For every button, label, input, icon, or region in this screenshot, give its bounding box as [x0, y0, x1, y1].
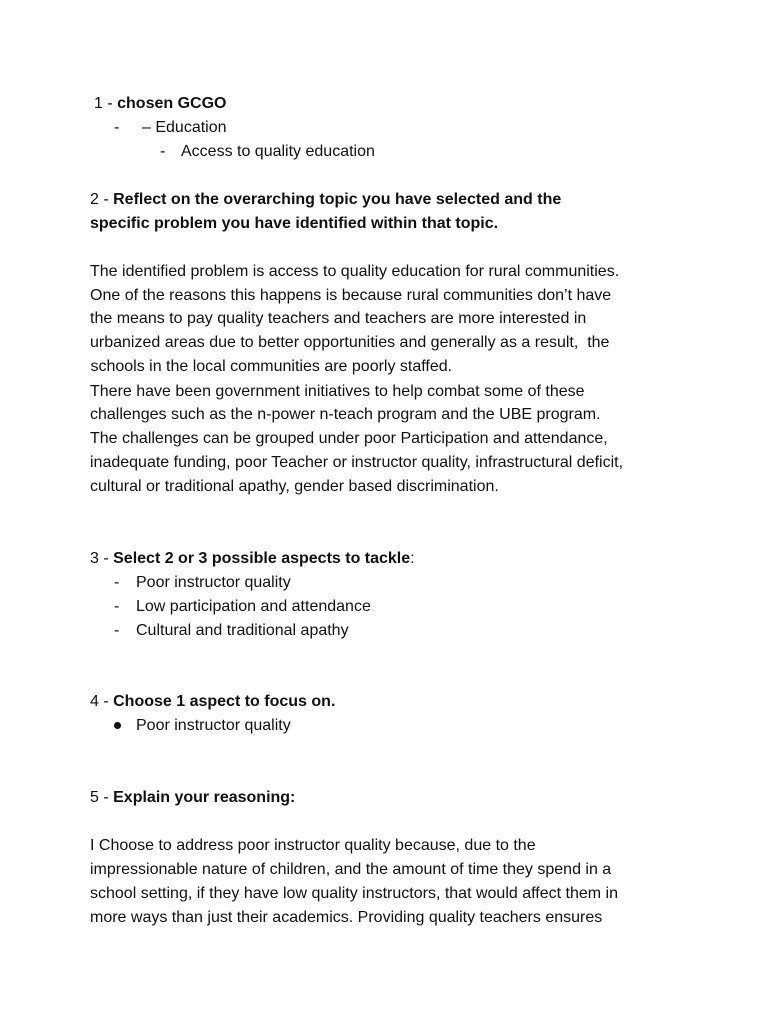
section-2-body-line: The challenges can be grouped under poor Participation and attendance, [90, 430, 608, 447]
section-2-body-line: There have been government initiatives to help combat some of these [90, 383, 585, 400]
section-5-body-line: more ways than just their academics. Providing quality teachers ensures [90, 909, 603, 926]
section-4-heading [90, 690, 335, 714]
section-1-subsub-item: Access to quality education [181, 143, 375, 160]
section-4-number: 4 - [90, 693, 114, 710]
section-2-body-line: One of the reasons this happens is because rural communities don’t have [90, 287, 612, 304]
section-2-number: 2 - [90, 191, 114, 208]
section-5-number: 5 - [90, 789, 114, 806]
section-4-title: Choose 1 aspect to focus on. [113, 693, 336, 710]
list-item: Poor instructor quality [136, 574, 291, 591]
section-2-body-line: cultural or traditional apathy, gender based discrimination. [90, 478, 499, 495]
section-5-body-line: impressionable nature of children, and the amount of time they spend in a [90, 861, 612, 878]
section-1-heading [94, 92, 226, 116]
section-2-body-line: The identified problem is access to quality education for rural communities. [90, 263, 620, 280]
section-2-title-part-1: Reflect on the overarching topic you have selected and the [113, 191, 562, 208]
section-1-sub-dash: - [114, 119, 120, 136]
section-2-heading-line-1 [90, 188, 561, 212]
section-3-colon: : [410, 550, 415, 567]
section-2-body-line: schools in the local communities are poorly staffed. [86, 358, 453, 375]
section-2-body-line: urbanized areas due to better opportunities and generally as a result, the [90, 334, 610, 351]
bullet-icon [114, 722, 121, 729]
section-5-body-line: school setting, if they have low quality instructors, that would affect them in [90, 885, 618, 902]
list-dash: - [114, 622, 120, 639]
section-5-heading [90, 786, 295, 810]
section-4-item: Poor instructor quality [136, 717, 291, 734]
section-2-body-line: the means to pay quality teachers and teachers are more interested in [90, 310, 587, 327]
section-3-number: 3 - [90, 550, 114, 567]
section-2-body-line: challenges such as the n-power n-teach program and the UBE program. [90, 406, 601, 423]
section-1-title: chosen GCGO [117, 95, 227, 112]
list-dash: - [114, 574, 120, 591]
section-2-heading-line-2 [90, 212, 498, 236]
section-3-title: Select 2 or 3 possible aspects to tackle [113, 550, 411, 567]
section-5-title: Explain your reasoning: [113, 789, 296, 806]
section-1-number: 1 - [94, 95, 118, 112]
section-2-title-part-2: specific problem you have identified within that topic. [90, 215, 499, 232]
section-5-body-line: I Choose to address poor instructor quality because, due to the [90, 837, 536, 854]
list-dash: - [114, 598, 120, 615]
list-item: Cultural and traditional apathy [136, 622, 349, 639]
list-item: Low participation and attendance [136, 598, 371, 615]
section-3-heading [90, 547, 415, 571]
section-1-subsub-dash: - [160, 143, 166, 160]
section-2-body-line: inadequate funding, poor Teacher or instructor quality, infrastructural deficit, [90, 454, 624, 471]
section-1-sub-item: – Education [142, 119, 227, 136]
